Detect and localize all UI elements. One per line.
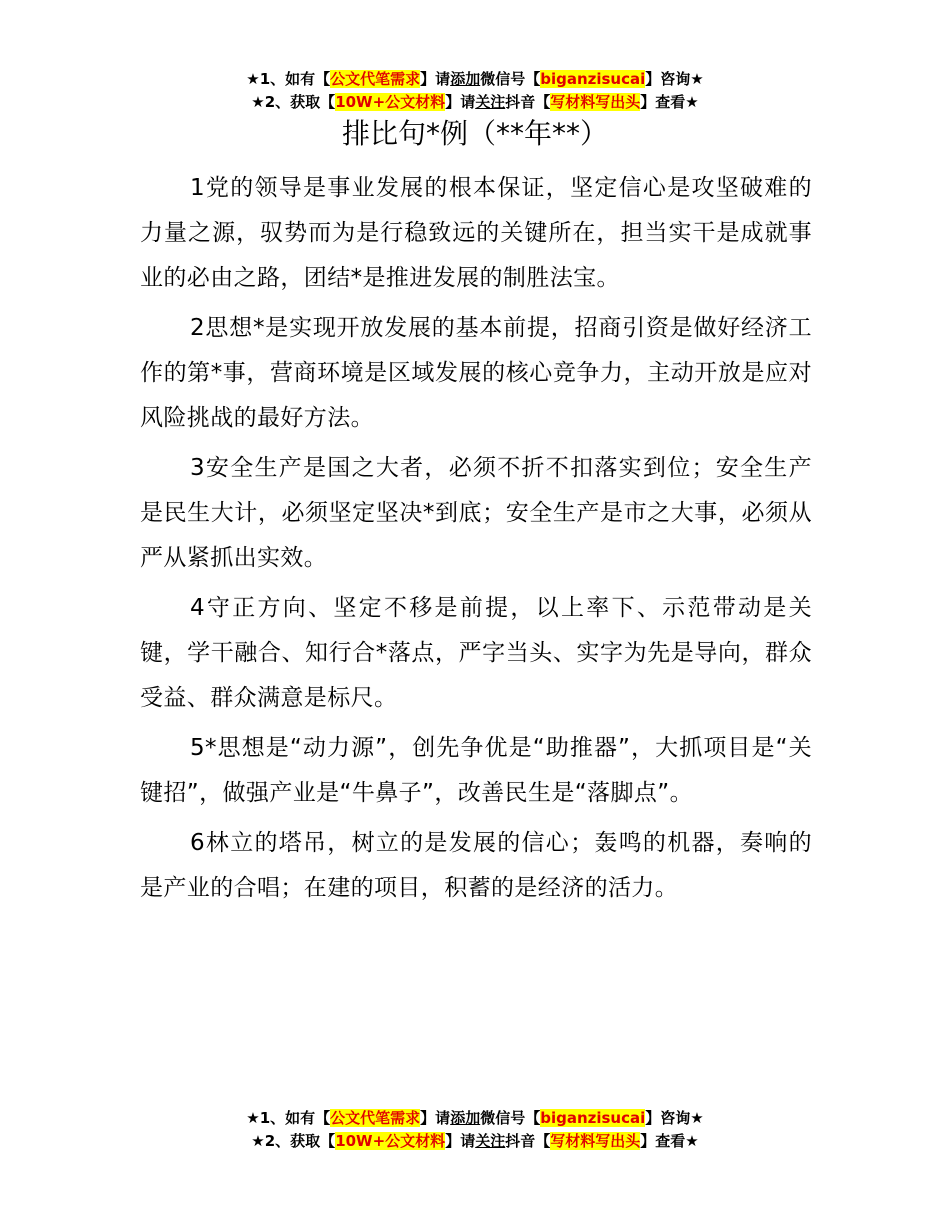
banner-highlight: 公文代笔需求 — [330, 70, 421, 88]
footer-banner — [0, 1107, 950, 1153]
paragraph: 3安全生产是国之大者，必须不折不扣落实到位；安全生产是民生大计，必须坚定坚决*到底；安全生产是市之大事，必须从严从紧抓出实效。 — [140, 455, 812, 571]
banner-line-1: ★1、如有【公文代笔需求】请添加微信号【biganzisucai】咨询★ — [246, 70, 704, 88]
paragraph: 5*思想是“动力源”，创先争优是“助推器”，大抓项目是“关键招”，做强产业是“牛鼻子”，改善民生是“落脚点”。 — [140, 735, 812, 806]
paragraph: 2思想*是实现开放发展的基本前提，招商引资是做好经济工作的第*事，营商环境是区域发展的核心竞争力，主动开放是应对风险挑战的最好方法。 — [140, 315, 812, 431]
document-body — [140, 166, 812, 916]
paragraph: 1党的领导是事业发展的根本保证，坚定信心是攻坚破难的力量之源，驭势而为是行稳致远的关键所在，担当实干是成就事业的必由之路，团结*是推进发展的制胜法宝。 — [140, 175, 812, 291]
banner-highlight: 公文代笔需求 — [330, 1109, 421, 1127]
banner-highlight: 10W+公文材料 — [335, 93, 446, 111]
header-banner — [0, 68, 950, 114]
paragraph: 6林立的塔吊，树立的是发展的信心；轰鸣的机器，奏响的是产业的合唱；在建的项目，积蓄的是经济的活力。 — [140, 830, 812, 901]
banner-line-2: ★2、获取【10W+公文材料】请关注抖音【写材料写出头】查看★ — [251, 93, 699, 111]
banner-highlight: 10W+公文材料 — [335, 1132, 446, 1150]
paragraph: 4守正方向、坚定不移是前提，以上率下、示范带动是关键，学干融合、知行合*落点，严字当头、实字为先是导向，群众受益、群众满意是标尺。 — [140, 595, 812, 711]
banner-highlight: biganzisucai — [540, 1109, 646, 1127]
banner-highlight: 写材料写出头 — [550, 1132, 641, 1150]
document-title: 排比句*例（**年**） — [341, 117, 608, 150]
banner-line-2: ★2、获取【10W+公文材料】请关注抖音【写材料写出头】查看★ — [251, 1132, 699, 1150]
banner-highlight: biganzisucai — [540, 70, 646, 88]
banner-highlight: 写材料写出头 — [550, 93, 641, 111]
banner-line-1: ★1、如有【公文代笔需求】请添加微信号【biganzisucai】咨询★ — [246, 1109, 704, 1127]
